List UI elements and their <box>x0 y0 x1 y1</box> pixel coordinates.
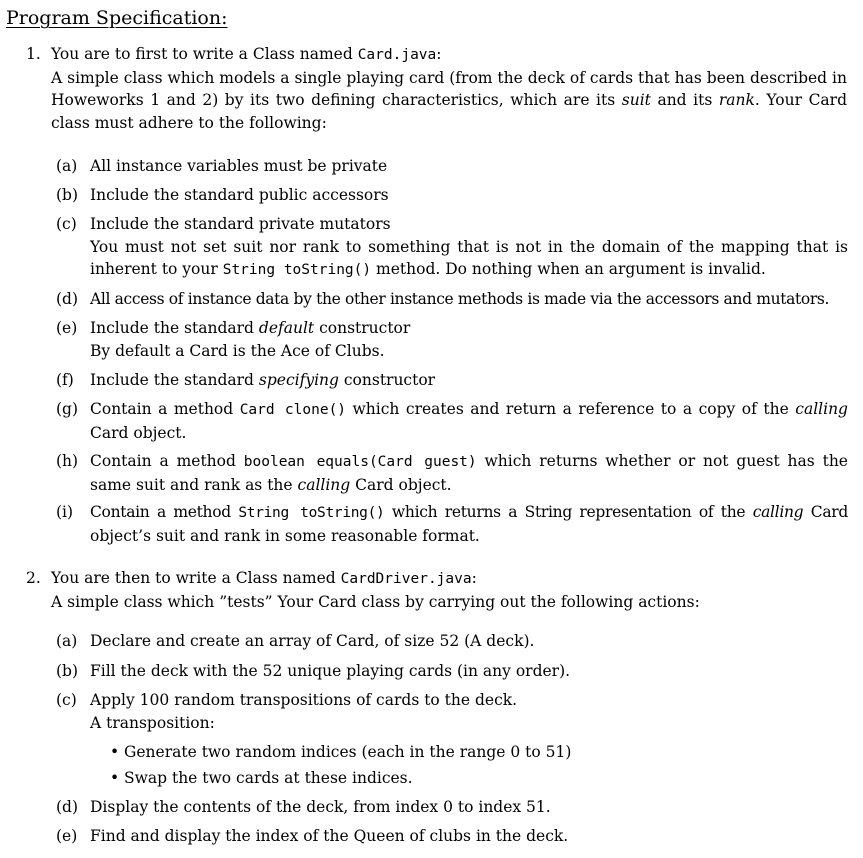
bullet-1-text: Generate two random indices (each in the range 0 to 51) <box>124 743 572 761</box>
item-2-e-text: Find and display the index of the Queen of clubs in the deck. <box>90 827 569 845</box>
item-1-i <box>56 501 848 547</box>
tostring-code: String toString() <box>222 262 372 278</box>
item-1-b-label: (b) <box>56 186 79 204</box>
item-2-intro-colon: : <box>471 569 477 587</box>
page-title: Program Specification: <box>6 7 228 29</box>
item-1-f <box>56 369 848 392</box>
item-1-f-text: Include the standard specifying constructor <box>90 371 436 389</box>
carddriver-java-code: CardDriver.java <box>340 571 472 587</box>
item-1-i-line-2: object’s suit and rank in some reasonable format. <box>90 526 480 545</box>
equals-code: boolean equals(Card guest) <box>243 454 477 470</box>
item-2-e-label: (e) <box>56 827 78 845</box>
item-1-desc-line-1: A simple class which models a single playing card (from the deck of cards that has been described in <box>51 68 847 87</box>
item-1-e-note: By default a Card is the Ace of Clubs. <box>90 341 385 360</box>
bullet-2-text: Swap the two cards at these indices. <box>124 769 413 787</box>
item-1-d-label: (d) <box>56 290 79 308</box>
item-1-d-text: All access of instance data by the other instance methods is made via the accessors and mutators. <box>90 290 830 308</box>
suit-emphasis: suit <box>621 91 651 109</box>
item-1-i-text: Contain a method String toString() which returns a String representation of the calling Card <box>90 503 848 521</box>
item-2-b-text: Fill the deck with the 52 unique playing cards (in any order). <box>90 662 571 680</box>
item-2-b <box>56 660 848 683</box>
item-1-g-text: Contain a method Card clone() which creates and return a reference to a copy of the calling <box>90 400 848 418</box>
item-1-e-text: Include the standard default constructor <box>90 319 411 337</box>
item-2-d-text: Display the contents of the deck, from index 0 to index 51. <box>90 798 551 816</box>
item-2-c-label: (c) <box>56 691 77 709</box>
item-1-c-note-1: You must not set suit nor rank to something that is not in the domain of the mapping that is <box>90 237 848 256</box>
item-1-e <box>56 317 848 362</box>
item-2-intro-text: You are then to write a Class named <box>51 569 341 587</box>
item-1-c-label: (c) <box>56 215 77 233</box>
item-1-intro-text: You are to first to write a Class named <box>51 45 358 63</box>
item-1-intro <box>51 43 847 134</box>
item-1-number: 1. <box>26 45 41 63</box>
item-1-b <box>56 184 848 207</box>
item-1-a <box>56 155 848 178</box>
list-item <box>110 741 571 764</box>
item-1-d <box>56 288 848 311</box>
item-1-g <box>56 398 848 444</box>
clone-code: Card clone() <box>239 402 347 418</box>
item-1-intro-colon: : <box>436 45 442 63</box>
item-1-b-text: Include the standard public accessors <box>90 186 389 204</box>
item-1-g-line-2: Card object. <box>90 423 187 442</box>
item-2-a <box>56 630 848 653</box>
item-2-d-label: (d) <box>56 798 79 816</box>
item-2-c <box>56 689 848 734</box>
item-2-e <box>56 825 848 848</box>
item-1-e-label: (e) <box>56 319 78 337</box>
item-1-c-text: Include the standard private mutators <box>90 215 391 233</box>
item-1-a-text: All instance variables must be private <box>90 157 388 175</box>
item-2-b-label: (b) <box>56 662 79 680</box>
item-1-h <box>56 450 848 496</box>
item-1-a-label: (a) <box>56 157 78 175</box>
item-2-a-text: Declare and create an array of Card, of size 52 (A deck). <box>90 632 535 650</box>
item-2-c-text: Apply 100 random transpositions of cards to the deck. <box>90 691 518 709</box>
item-1-h-text: Contain a method boolean equals(Card guest) which returns whether or not guest has the <box>90 452 848 470</box>
rank-emphasis: rank <box>718 91 755 109</box>
item-1-c <box>56 213 848 282</box>
card-java-code: Card.java <box>357 47 437 63</box>
item-1-g-label: (g) <box>56 400 79 418</box>
list-item <box>110 767 413 790</box>
item-2-c-note: A transposition: <box>90 713 215 732</box>
item-2-number: 2. <box>26 569 41 587</box>
item-2-intro <box>51 567 847 613</box>
bullet-icon: • <box>110 743 120 761</box>
item-1-c-note-2: inherent to your String toString() method. Do nothing when an argument is invalid. <box>90 260 766 278</box>
bullet-icon: • <box>110 769 120 787</box>
item-1-desc-line-3: class must adhere to the following: <box>51 113 327 132</box>
item-1-h-line-2: same suit and rank as the calling Card object. <box>90 475 452 494</box>
item-2-desc: A simple class which ”tests” Your Card class by carrying out the following actions: <box>51 592 700 611</box>
item-1-i-label: (i) <box>56 503 74 521</box>
item-1-desc-line-2: Howeworks 1 and 2) by its two defining characteristics, which are its suit and its rank. Your Card <box>51 91 847 109</box>
item-1-h-label: (h) <box>56 452 79 470</box>
item-1-f-label: (f) <box>56 371 74 389</box>
tostring-code-2: String toString() <box>238 505 385 521</box>
item-2-a-label: (a) <box>56 632 78 650</box>
item-2-d <box>56 796 848 819</box>
